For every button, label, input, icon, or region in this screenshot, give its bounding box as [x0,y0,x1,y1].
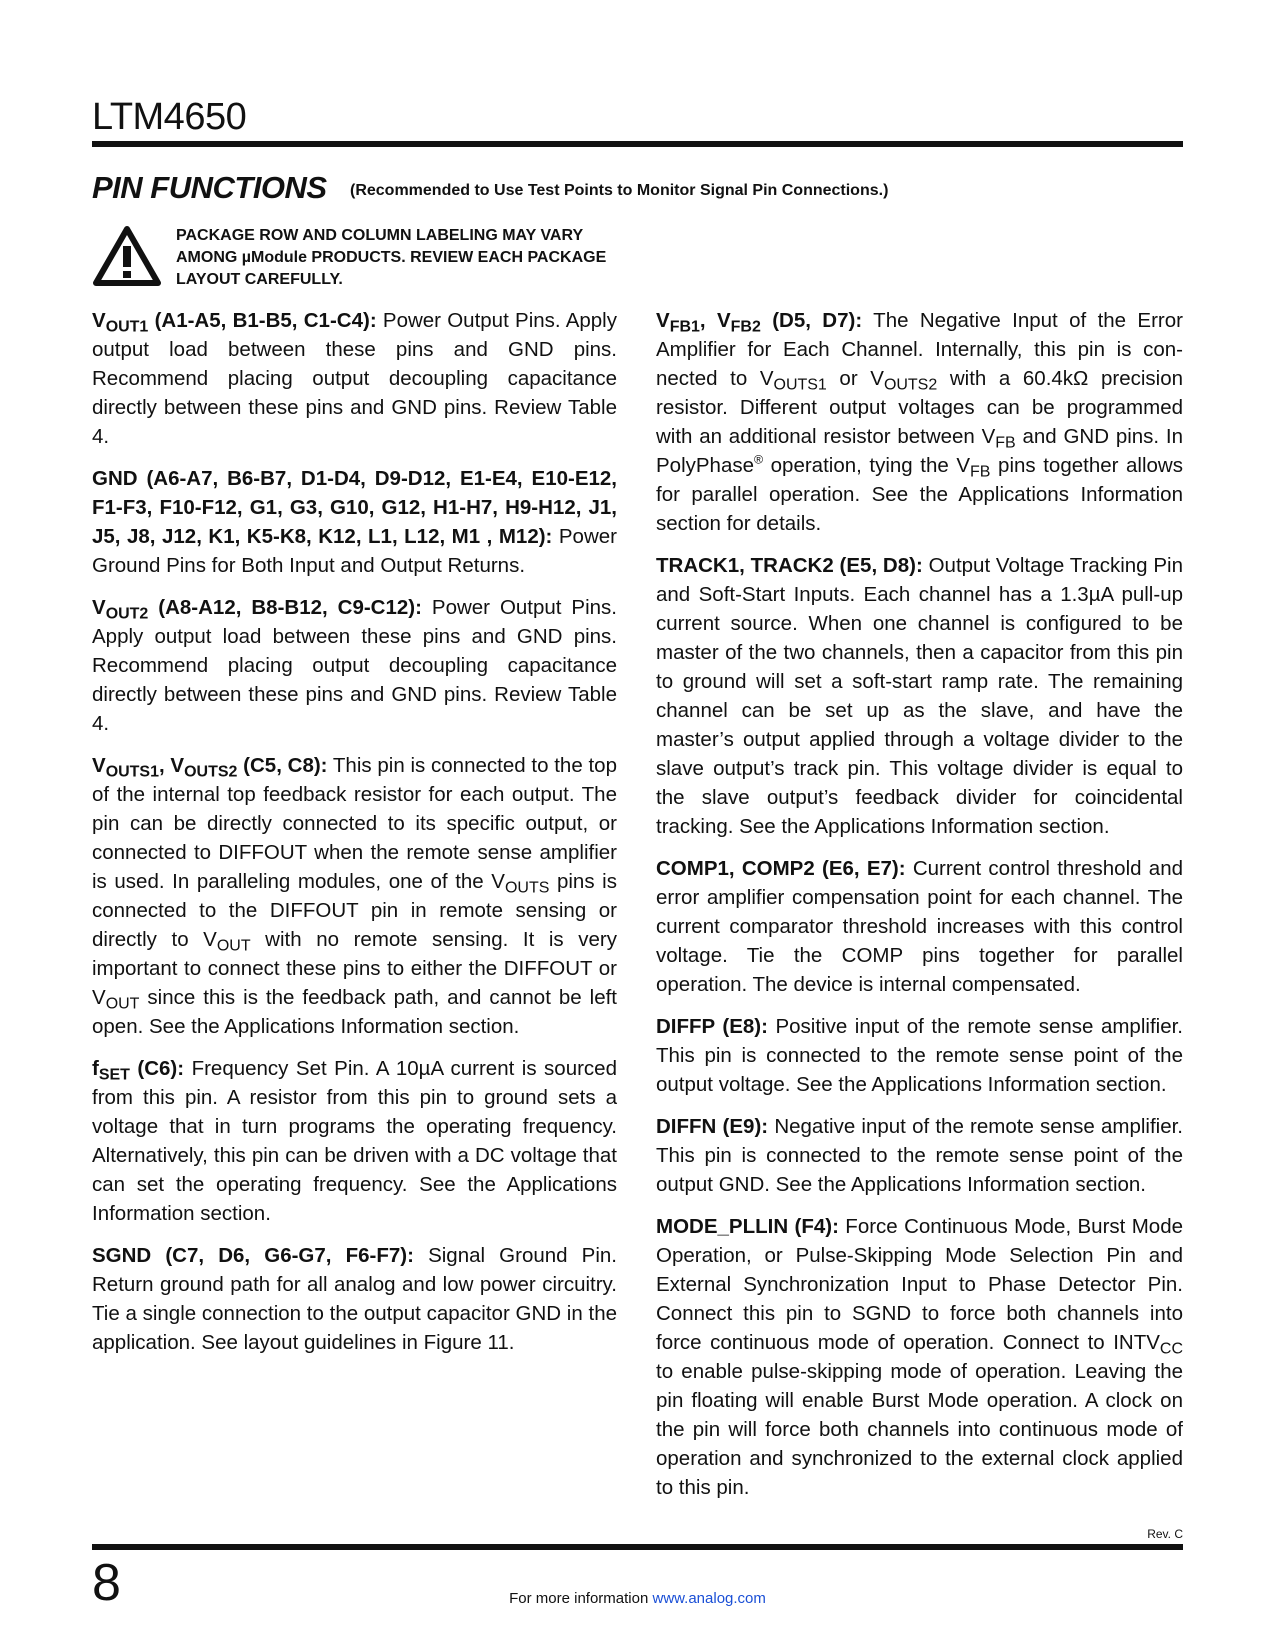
pin-entry [656,1212,1183,1502]
footer-link[interactable]: www.analog.com [652,1590,766,1607]
pin-entry [92,1241,617,1357]
pin-description: Power Output Pins. Apply output load between these pins and GND pins. Recommend placing output decoupling capacitance directly between these pins and GND pins. Review Table 4. [92,309,617,448]
pin-name: $V_{FB1}$, $V_{FB2}$ (D5, D7): [656,309,863,336]
pin-description: Power Output Pins. Apply output load between these pins and GND pins. Recommend placing output decoupling capacitance directly between these pins and GND pins. Review Table 4. [92,596,617,735]
pin-description: Output Voltage Tracking Pin and Soft-Start Inputs. Each channel has a 1.3µA pull-up current source. When one channel is configured to be master of the two channels, then a capacitor from this pin to ground will set a soft-start ramp rate. The remaining channel can be set up as the slave, and have the master’s output applied through a voltage divider to the slave output’s track pin. This voltage divider is equal to the slave output’s feedback divider for coincidental tracking. See the Applications Information section. [656,554,1183,838]
section-subtitle: (Recommended to Use Test Points to Monitor Signal Pin Connections.) [350,182,889,199]
pin-entry [656,854,1183,999]
pin-description: Frequency Set Pin. A 10µA current is sourced from this pin. A resistor from this pin to ground sets a voltage that in turn programs the operating frequency. Alternatively, this pin can be driven with a DC voltage that can set the operating frequency. See the Applications Information section. [92,1057,617,1225]
pin-name: $f_{SET}$ (C6): [92,1057,185,1084]
pin-description: Power Ground Pins for Both Input and Output Returns. [92,525,617,577]
pin-description: Current control threshold and error amplifier compensation point for each channel. The current comparator threshold increases with this control voltage. Tie the COMP pins together for parallel operation. The device is internal compensated. [656,857,1183,996]
pin-description: Force Continuous Mode, Burst Mode Operation, or Pulse-Skipping Mode Selection Pin and External Synchronization Input to Phase Detector Pin. Connect this pin to SGND to force both channels into force continuous mode of operation. Connect to $INTV_{CC}$ to enable pulse-skipping mode of operation. Leaving the pin floating will enable Burst Mode operation. A clock on the pin will force both channels into continuous mode of operation and synchronized to the external clock applied to this pin. [656,1215,1184,1499]
pin-entry [92,464,617,580]
pin-entry [92,306,617,451]
pin-entry [656,306,1183,538]
pin-description: Negative input of the remote sense amplifier. This pin is connected to the remote sense point of the output GND. See the Applications Information section. [656,1115,1183,1196]
pin-list-right [656,306,1183,1515]
pin-name: DIFFN (E9): [656,1115,769,1138]
part-number: LTM4650 [92,96,247,138]
pin-description: Positive input of the remote sense amplifier. This pin is connected to the remote sense point of the output voltage. See the Applications Information section. [656,1015,1183,1096]
pin-entry [656,1012,1183,1099]
footer-info [0,1590,1275,1607]
footer-more-info: For more information [509,1590,649,1607]
pin-name: MODE_PLLIN (F4): [656,1215,839,1238]
pin-name: SGND (C7, D6, G6-G7, F6-F7): [92,1244,414,1267]
pin-list-left [92,306,617,1370]
footer-rule [92,1544,1183,1550]
pin-entry [92,751,617,1041]
pin-entry [656,1112,1183,1199]
pin-name: $V_{OUTS1}$, $V_{OUTS2}$ (C5, C8): [92,754,328,781]
pin-entry [656,551,1183,841]
pin-description: Signal Ground Pin. Return ground path for all analog and low power circuitry. Tie a single connection to the output capacitor GND in the application. See layout guidelines in Figure 11. [92,1244,618,1354]
revision-label: Rev. C [1147,1527,1183,1541]
pin-entry [92,1054,617,1228]
section-title: PIN FUNCTIONS [92,170,327,205]
pin-name: TRACK1, TRACK2 (E5, D8): [656,554,923,577]
pin-name: $V_{OUT1}$ (A1-A5, B1-B5, C1-C4): [92,309,377,336]
pin-name: GND (A6-A7, B6-B7, D1-D4, D9-D12, E1-E4, E10-E12, F1-F3, F10-F12, G1, G3, G10, G12, H1-H7, H9-H12, J1, J5, J8, J12, K1, K5-K8, K12, L1, L12, M1 , M12): [92,467,617,548]
warning-triangle-icon [92,224,162,288]
pin-description: This pin is connected to the top of the internal top feedback resistor for each output. The pin can be directly connected to its specific output, or connected to DIFFOUT when the remote sense amplifier is used. In paralleling modules, one of the $V_{OUTS}$ pins is connected to the DIFFOUT pin in remote sensing or directly to $V_{OUT}$ with no remote sensing. It is very important to connect these pins to either the DIFFOUT or $V_{OUT}$ since this is the feedback path, and cannot be left open. See the Applications Information section. [92,754,617,1038]
header-rule [92,141,1183,147]
page-number: 8 [92,1554,121,1612]
pin-name: COMP1, COMP2 (E6, E7): [656,857,906,880]
pin-description: The Negative Input of the Error Amplifier for Each Channel. Internally, this pin is connected to $V_{OUTS1}$ or $V_{OUTS2}$ with a 60.4kΩ precision resistor. Different output voltages can be programmed with an additional resistor between $V_{FB}$ and GND pins. In PolyPhase® operation, tying the $V_{FB}$ pins together allows for parallel operation. See the Applications Information section for details. [656,309,1184,535]
pin-name: DIFFP (E8): [656,1015,768,1038]
warning-text: PACKAGE ROW AND COLUMN LABELING MAY VARY AMONG µModule PRODUCTS. REVIEW EACH PACKAGE LAYOUT CAREFULLY. [176,227,607,288]
pin-entry [92,593,617,738]
pin-name: $V_{OUT2}$ (A8-A12, B8-B12, C9-C12): [92,596,422,623]
